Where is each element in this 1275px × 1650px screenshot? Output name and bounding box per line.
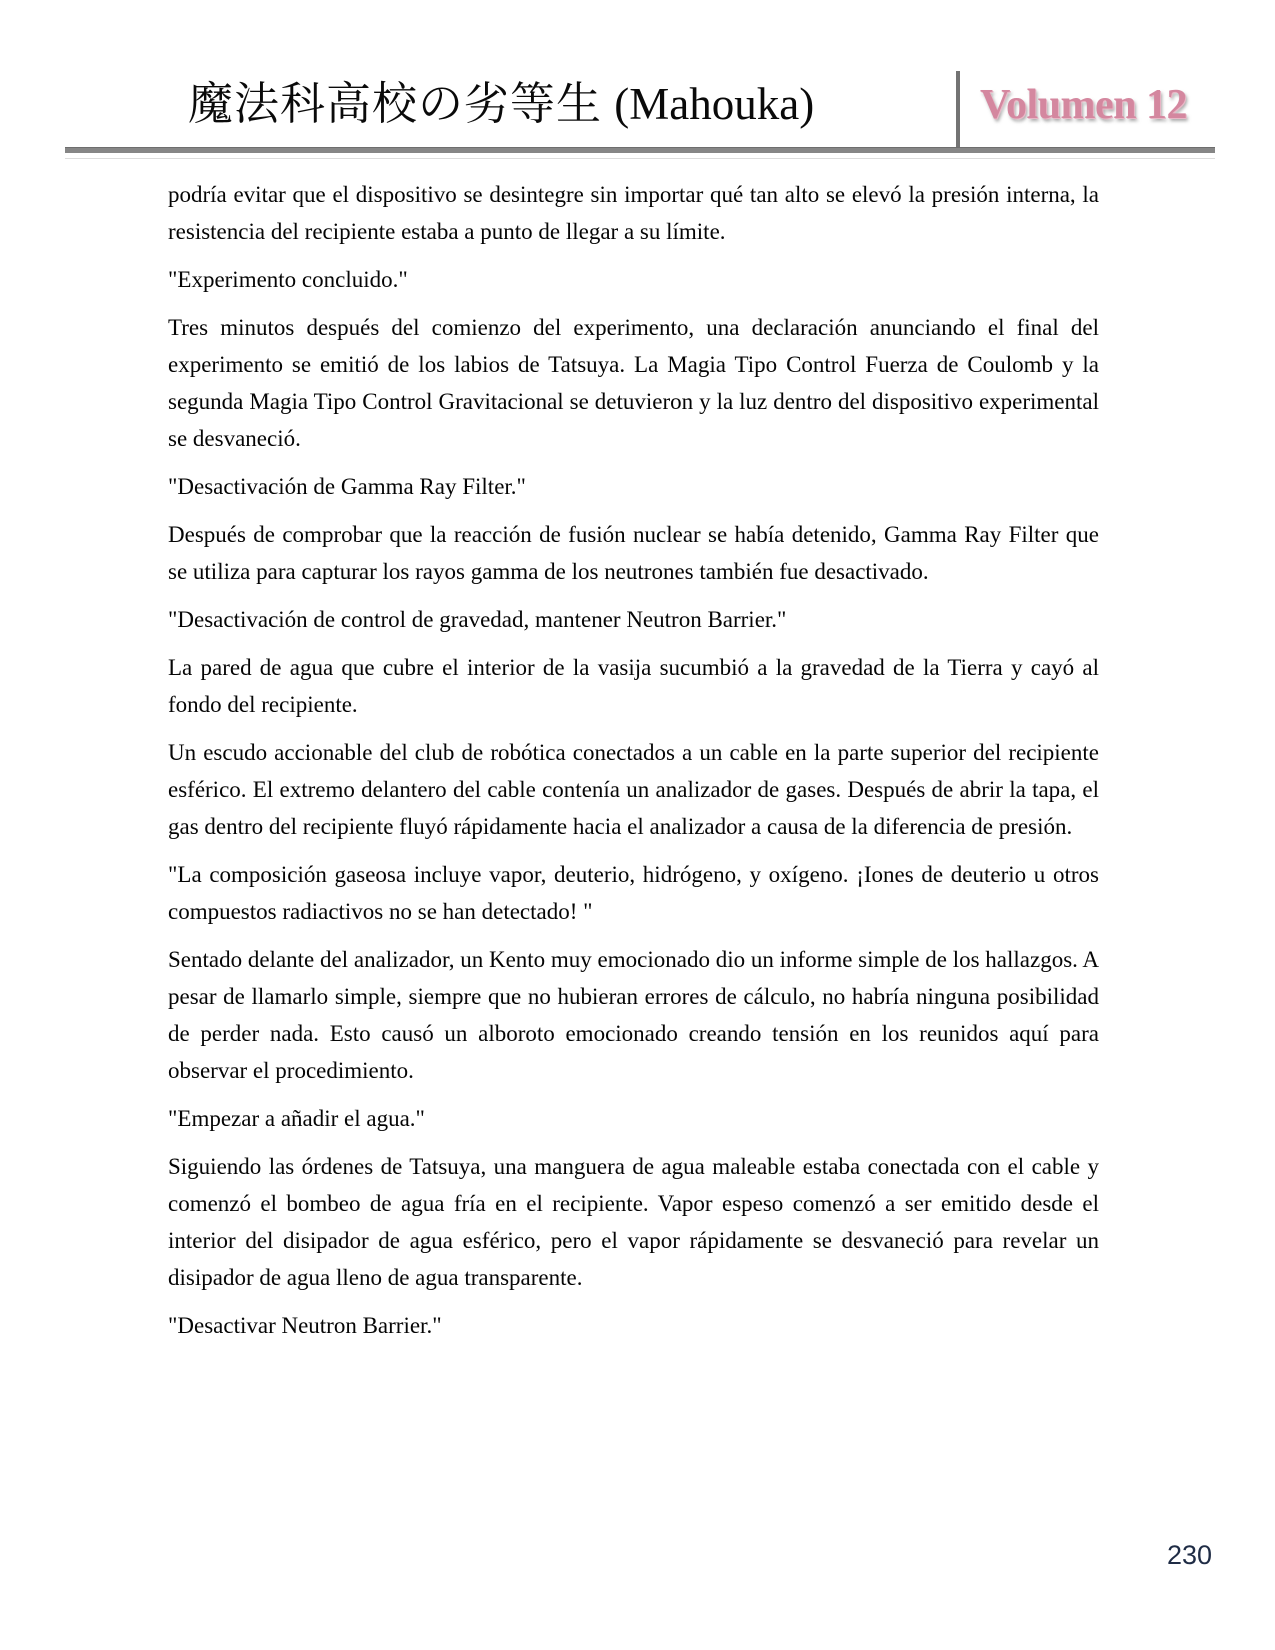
- header-vertical-divider: [956, 71, 960, 148]
- paragraph-dialogue: "Desactivar Neutron Barrier.": [168, 1313, 442, 1338]
- paragraph-narration: podría evitar que el dispositivo se desintegre sin importar qué tan alto se elevó la presión interna, la resistencia del recipiente estaba a punto de llegar a su límite.: [168, 182, 1099, 244]
- document-body: [168, 176, 1099, 1355]
- paragraph-dialogue: "Desactivación de Gamma Ray Filter.": [168, 474, 526, 499]
- page-header-title: [188, 78, 814, 134]
- header-rule: [65, 147, 1215, 153]
- paragraph-narration: Después de comprobar que la reacción de fusión nuclear se había detenido, Gamma Ray Filter que se utiliza para capturar los rayos gamma de los neutrones también fue desactivado.: [168, 522, 1099, 584]
- series-title-romaji: (Mahouka): [614, 79, 815, 129]
- paragraph-narration: Sentado delante del analizador, un Kento muy emocionado dio un informe simple de los hallazgos. A pesar de llamarlo simple, siempre que no hubieran errores de cálculo, no habría ninguna posibilidad de perder nada. Esto causó un alboroto emocionado creando tensión en los reunidos aquí para observar el procedimiento.: [168, 947, 1099, 1083]
- volume-label: Volumen 12: [980, 82, 1187, 128]
- series-title-japanese: 魔法科高校の劣等生: [188, 79, 603, 129]
- paragraph-narration: Siguiendo las órdenes de Tatsuya, una manguera de agua maleable estaba conectada con el cable y comenzó el bombeo de agua fría en el recipiente. Vapor espeso comenzó a ser emitido desde el interior del disipador de agua esférico, pero el vapor rápidamente se desvaneció para revelar un disipador de agua lleno de agua transparente.: [168, 1154, 1099, 1290]
- paragraph-narration: Tres minutos después del comienzo del experimento, una declaración anunciando el final del experimento se emitió de los labios de Tatsuya. La Magia Tipo Control Fuerza de Coulomb y la segunda Magia Tipo Control Gravitacional se detuvieron y la luz dentro del dispositivo experimental se desvaneció.: [168, 315, 1099, 451]
- paragraph-narration: Un escudo accionable del club de robótica conectados a un cable en la parte superior del recipiente esférico. El extremo delantero del cable contenía un analizador de gases. Después de abrir la tapa, el gas dentro del recipiente fluyó rápidamente hacia el analizador a causa de la diferencia de presión.: [168, 740, 1099, 839]
- paragraph-dialogue: "Experimento concluido.": [168, 267, 408, 292]
- paragraph-dialogue: "Empezar a añadir el agua.": [168, 1106, 425, 1131]
- paragraph-narration: La pared de agua que cubre el interior de la vasija sucumbió a la gravedad de la Tierra y cayó al fondo del recipiente.: [168, 655, 1099, 717]
- paragraph-dialogue: "La composición gaseosa incluye vapor, deuterio, hidrógeno, y oxígeno. ¡Iones de deuterio u otros compuestos radiactivos no se han detectado! ": [168, 862, 1099, 924]
- paragraph-dialogue: "Desactivación de control de gravedad, mantener Neutron Barrier.": [168, 607, 787, 632]
- page-number: 230: [1166, 1540, 1212, 1570]
- header-rule-shadow: [65, 158, 1215, 159]
